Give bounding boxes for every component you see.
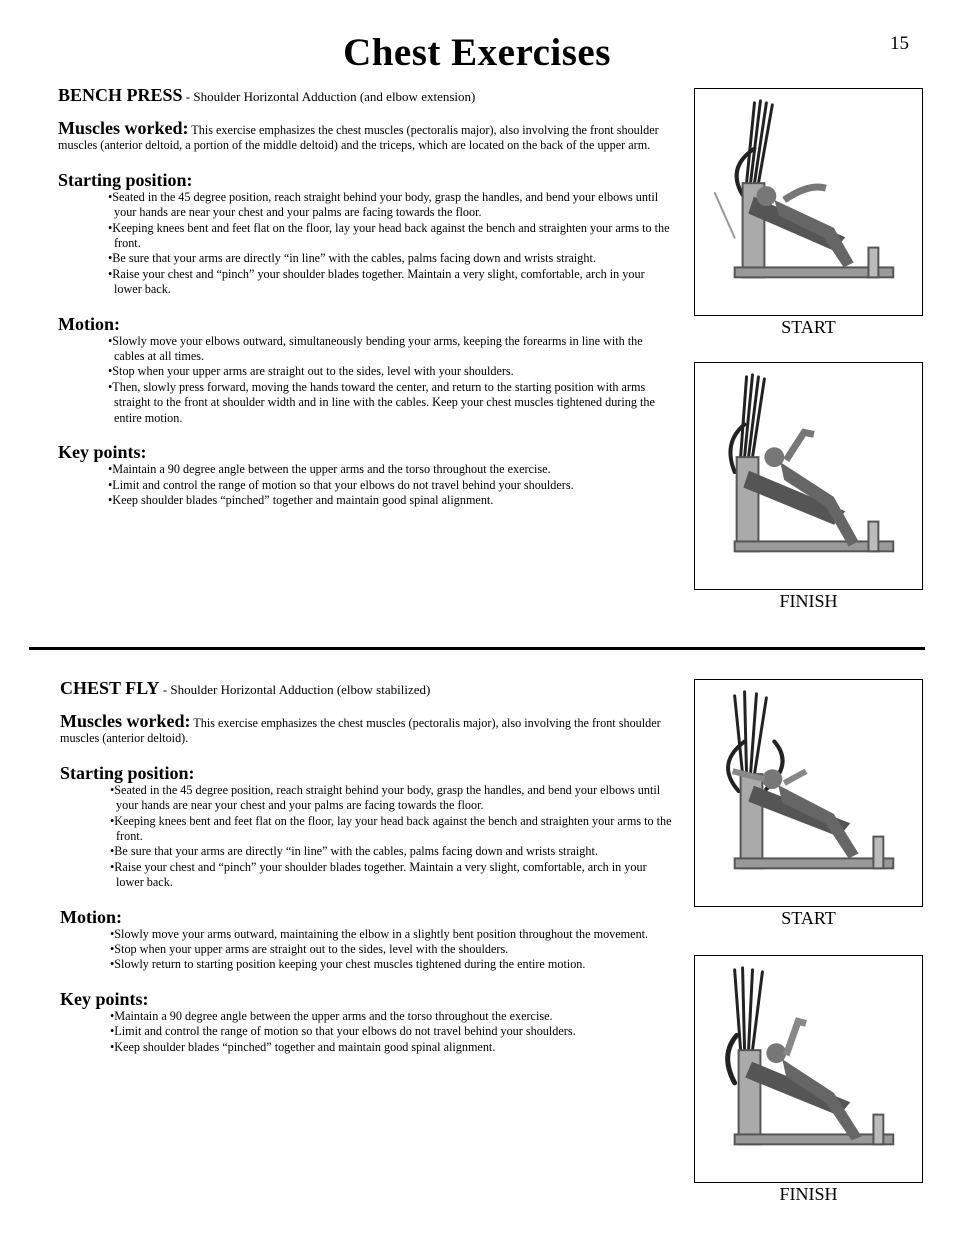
- exercise-subtitle: - Shoulder Horizontal Adduction (and elbow extension): [182, 89, 476, 104]
- list-item: • Raise your chest and “pinch” your shoulder blades together. Maintain a very slight, comfortable, arch in your lower back.: [106, 860, 672, 891]
- exercise-illustration: [695, 680, 922, 906]
- exercise-name: BENCH PRESS: [58, 85, 183, 105]
- bench-press-section: [58, 86, 670, 508]
- list-item: • Raise your chest and “pinch” your shoulder blades together. Maintain a very slight, comfortable, arch in your lower back.: [104, 267, 670, 298]
- bench-press-start-photo: [694, 88, 923, 316]
- key-points-list: [60, 1009, 672, 1055]
- list-item: • Stop when your upper arms are straight out to the sides, level with the shoulders.: [106, 942, 672, 957]
- chest-fly-section: [60, 679, 672, 1055]
- exercise-illustration: [695, 363, 922, 589]
- key-points-heading: Key points:: [58, 442, 147, 463]
- list-item: • Slowly move your elbows outward, simultaneously bending your arms, keeping the forearms in line with the cables at all times.: [104, 334, 670, 365]
- muscles-worked-heading: Muscles worked:: [60, 711, 191, 731]
- exercise-header: [58, 86, 670, 106]
- motion-list: [58, 334, 670, 426]
- start-caption: START: [781, 317, 836, 337]
- list-item: • Keeping knees bent and feet flat on the floor, lay your head back against the bench and straighten your arms to the front.: [104, 221, 670, 252]
- list-item: • Keep shoulder blades “pinched” together and maintain good spinal alignment.: [104, 493, 670, 508]
- list-item: • Slowly move your arms outward, maintaining the elbow in a slightly bent position throughout the movement.: [106, 927, 672, 942]
- list-item: • Keeping knees bent and feet flat on the floor, lay your head back against the bench and straighten your arms to the front.: [106, 814, 672, 845]
- list-item: • Slowly return to starting position keeping your chest muscles tightened during the entire motion.: [106, 957, 672, 972]
- exercise-illustration: [695, 956, 922, 1182]
- list-item: • Seated in the 45 degree position, reach straight behind your body, grasp the handles, and bend your elbows until your hands are near your chest and your palms are facing towards the floor.: [104, 190, 670, 221]
- finish-caption: FINISH: [779, 1184, 838, 1204]
- exercise-name: CHEST FLY: [60, 678, 160, 698]
- bench-press-finish-photo: [694, 362, 923, 590]
- start-caption: START: [781, 908, 836, 928]
- page-number: 15: [890, 33, 909, 54]
- muscles-worked: [60, 711, 672, 747]
- list-item: • Limit and control the range of motion so that your elbows do not travel behind your shoulders.: [106, 1024, 672, 1039]
- list-item: • Stop when your upper arms are straight out to the sides, level with your shoulders.: [104, 364, 670, 379]
- muscles-worked-text: This exercise emphasizes the chest muscles (pectoralis major), also involving the front shoulder muscles (anterior deltoid).: [60, 716, 661, 746]
- finish-caption: FINISH: [779, 591, 838, 611]
- key-points-list: [58, 462, 670, 508]
- list-item: • Be sure that your arms are directly “in line” with the cables, palms facing down and wrists straight.: [106, 844, 672, 859]
- page-title: Chest Exercises: [343, 31, 611, 74]
- muscles-worked-text: This exercise emphasizes the chest muscles (pectoralis major), also involving the front shoulder muscles (anterior deltoid, a portion of the middle deltoid) and the triceps, which are located on the back of the upper arm.: [58, 123, 659, 153]
- chest-fly-start-photo: [694, 679, 923, 907]
- starting-position-heading: Starting position:: [60, 762, 195, 783]
- exercise-subtitle: - Shoulder Horizontal Adduction (elbow stabilized): [159, 682, 431, 697]
- list-item: • Be sure that your arms are directly “in line” with the cables, palms facing down and wrists straight.: [104, 251, 670, 266]
- list-item: • Then, slowly press forward, moving the hands toward the center, and return to the starting position with arms straight to the front at shoulder width and in line with the cables. Keep your chest muscles tightened during the entire motion.: [104, 380, 670, 426]
- starting-position-heading: Starting position:: [58, 169, 193, 190]
- list-item: • Limit and control the range of motion so that your elbows do not travel behind your shoulders.: [104, 478, 670, 493]
- list-item: • Maintain a 90 degree angle between the upper arms and the torso throughout the exercise.: [106, 1009, 672, 1024]
- list-item: • Maintain a 90 degree angle between the upper arms and the torso throughout the exercise.: [104, 462, 670, 477]
- chest-fly-finish-photo: [694, 955, 923, 1183]
- motion-heading: Motion:: [60, 906, 122, 927]
- muscles-worked: [58, 118, 670, 154]
- starting-position-list: [60, 783, 672, 891]
- exercise-header: [60, 679, 672, 699]
- starting-position-list: [58, 190, 670, 298]
- key-points-heading: Key points:: [60, 988, 149, 1009]
- exercise-illustration: [695, 89, 922, 315]
- motion-heading: Motion:: [58, 313, 120, 334]
- list-item: • Seated in the 45 degree position, reach straight behind your body, grasp the handles, and bend your elbows until your hands are near your chest and your palms are facing towards the floor.: [106, 783, 672, 814]
- section-divider: [29, 647, 925, 650]
- muscles-worked-heading: Muscles worked:: [58, 118, 189, 138]
- list-item: • Keep shoulder blades “pinched” together and maintain good spinal alignment.: [106, 1040, 672, 1055]
- motion-list: [60, 927, 672, 973]
